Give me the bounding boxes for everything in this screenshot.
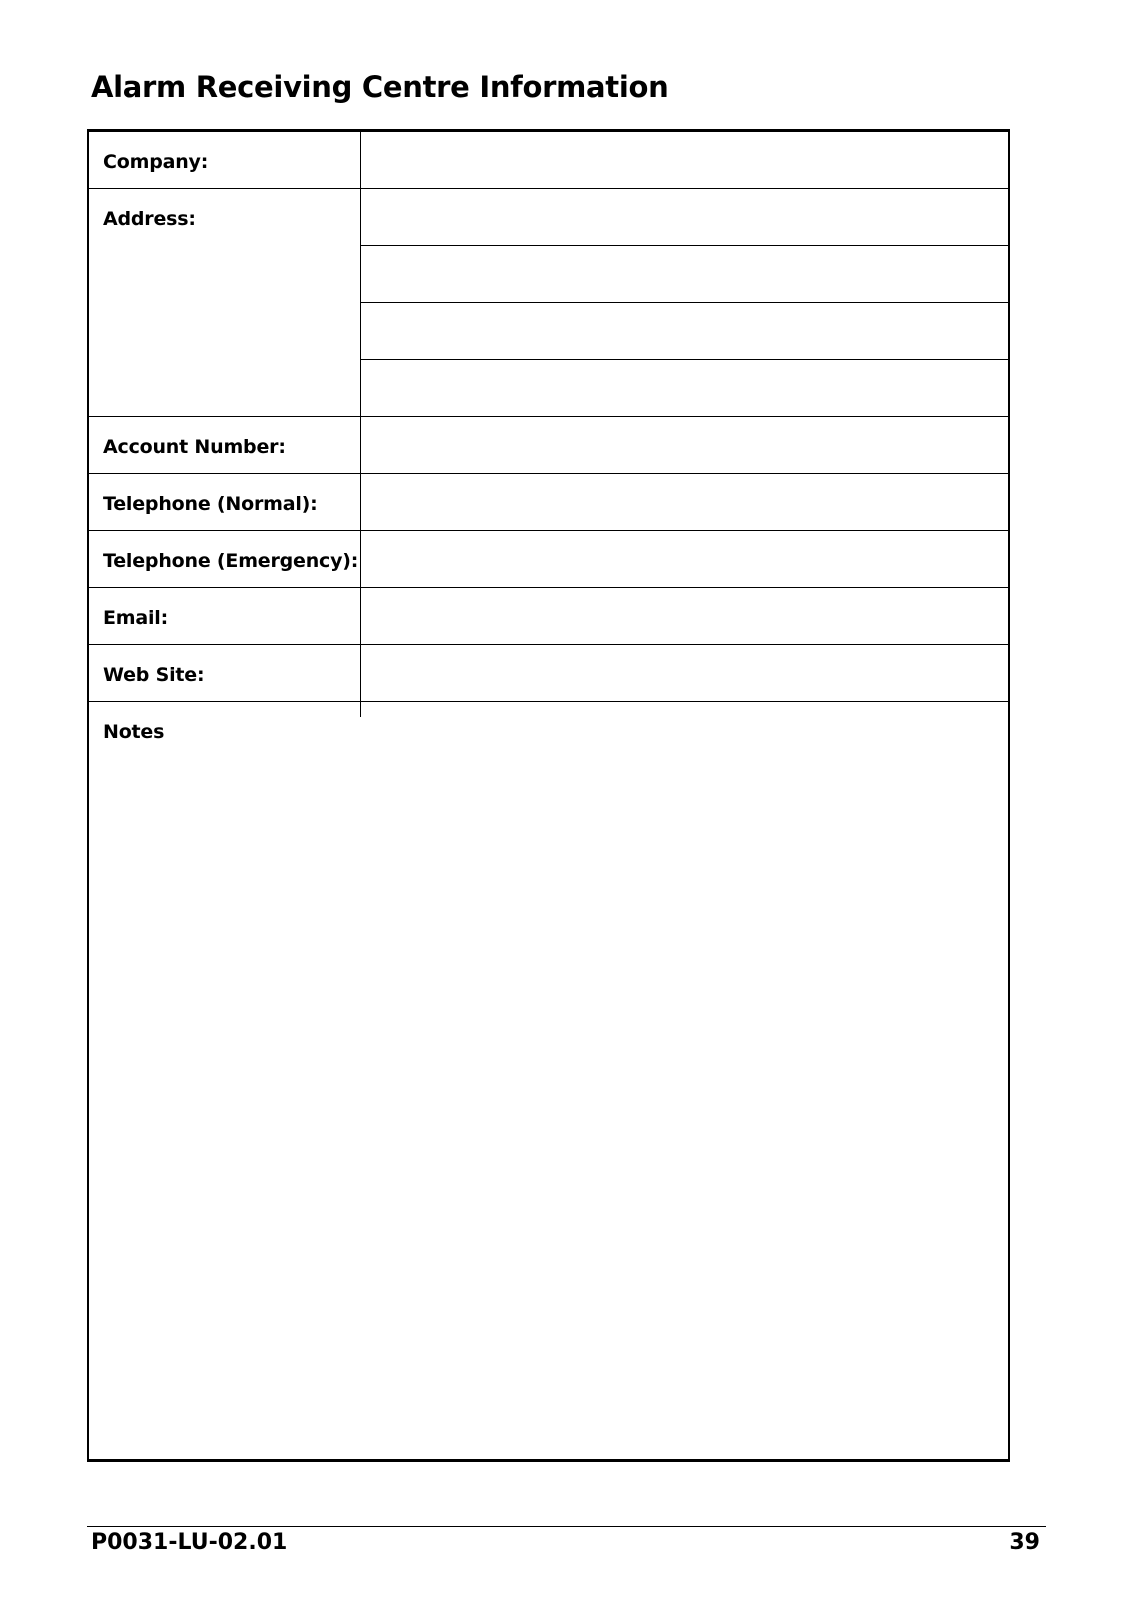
company-field[interactable]: [361, 132, 1008, 188]
document-code: P0031-LU-02.01: [91, 1530, 288, 1555]
notes-area[interactable]: [89, 702, 1008, 1459]
telephone-emergency-label: Telephone (Emergency):: [103, 550, 359, 572]
telephone-normal-label: Telephone (Normal):: [103, 493, 318, 515]
account-number-field[interactable]: [361, 417, 1008, 473]
address-line-1-field[interactable]: [361, 189, 1008, 246]
notes-label: Notes: [103, 721, 165, 743]
account-number-label: Account Number:: [103, 436, 286, 458]
web-site-field[interactable]: [361, 645, 1008, 701]
page-title: Alarm Receiving Centre Information: [91, 70, 669, 104]
email-field[interactable]: [361, 588, 1008, 644]
address-line-2-field[interactable]: [361, 246, 1008, 303]
arc-information-form: [87, 129, 1010, 1462]
company-label: Company:: [103, 151, 209, 173]
email-label: Email:: [103, 607, 169, 629]
address-label: Address:: [103, 208, 196, 230]
address-line-4-field[interactable]: [361, 360, 1008, 416]
web-site-label: Web Site:: [103, 664, 205, 686]
telephone-normal-field[interactable]: [361, 474, 1008, 530]
address-line-3-field[interactable]: [361, 303, 1008, 360]
telephone-emergency-field[interactable]: [361, 531, 1008, 587]
page-number: 39: [1009, 1530, 1040, 1555]
footer-divider: [87, 1526, 1046, 1527]
